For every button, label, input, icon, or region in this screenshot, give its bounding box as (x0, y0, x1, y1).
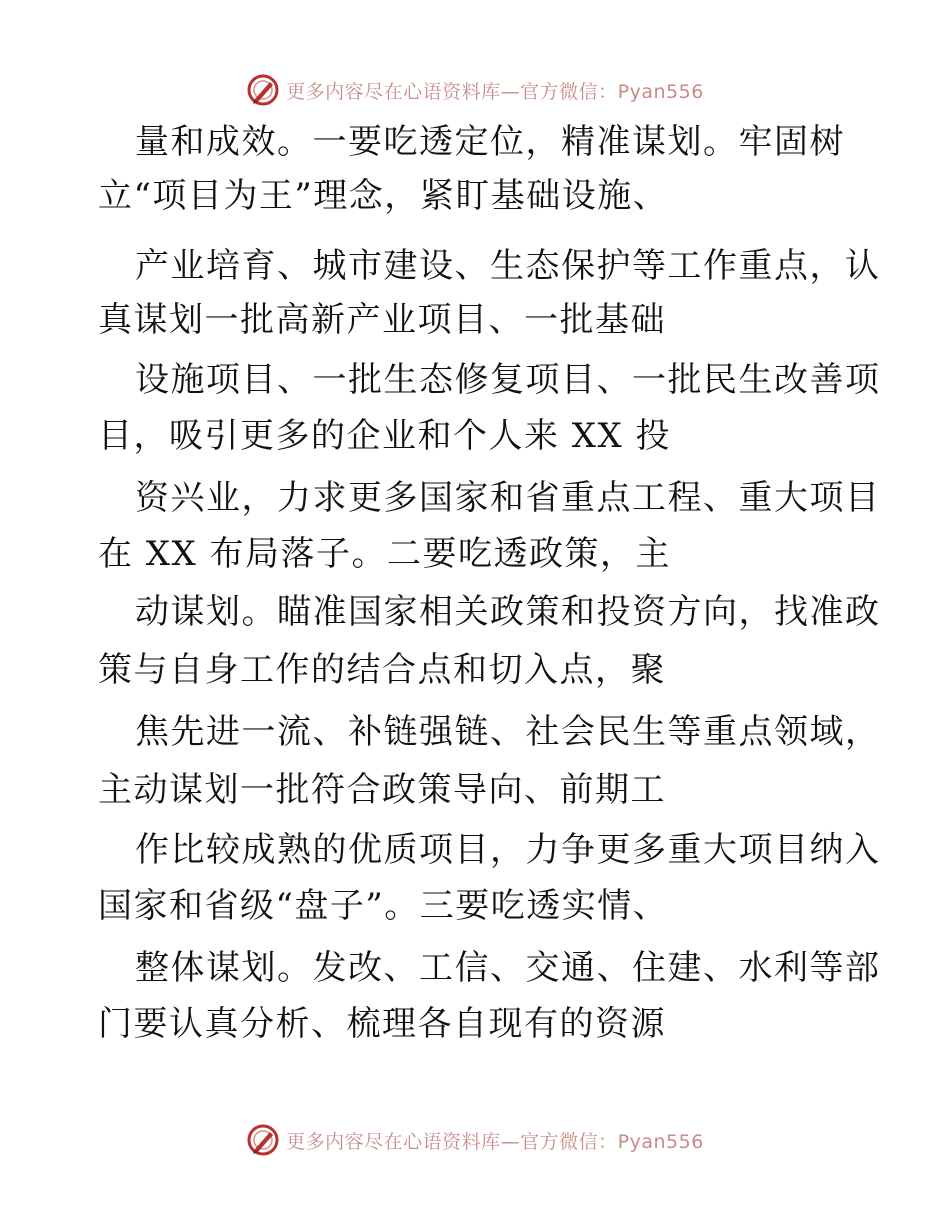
footer-watermark (0, 1120, 950, 1160)
text-line: 主动谋划一批符合政策导向、前期工 (98, 770, 666, 810)
text-line: 设施项目、一批生态修复项目、一批民生改善项 (135, 360, 881, 400)
header-watermark (0, 70, 950, 110)
text-line: 资兴业，力求更多国家和省重点工程、重大项目 (135, 478, 881, 518)
text-line: 动谋划。瞄准国家相关政策和投资方向，找准政 (135, 592, 881, 632)
text-line: 门要认真分析、梳理各自现有的资源 (98, 1004, 666, 1044)
text-line: 真谋划一批高新产业项目、一批基础 (98, 300, 666, 340)
text-line: 产业培育、城市建设、生态保护等工作重点，认 (135, 246, 881, 286)
text-line: 整体谋划。发改、工信、交通、住建、水利等部 (135, 948, 881, 988)
text-line: 国家和省级“盘子”。三要吃透实情、 (98, 886, 669, 926)
text-line: 目，吸引更多的企业和个人来 XX 投 (98, 416, 672, 456)
text-line: 焦先进一流、补链强链、社会民生等重点领域， (135, 712, 881, 752)
text-line: 作比较成熟的优质项目，力争更多重大项目纳入 (135, 830, 881, 870)
text-line: 量和成效。一要吃透定位，精准谋划。牢固树 (135, 122, 845, 162)
text-line: 策与自身工作的结合点和切入点，聚 (98, 650, 666, 690)
text-line: 在 XX 布局落子。二要吃透政策，主 (98, 534, 672, 574)
pen-logo-icon (246, 1123, 280, 1157)
watermark-text: 更多内容尽在心语资料库—官方微信：Pyan556 (286, 80, 704, 103)
watermark-text: 更多内容尽在心语资料库—官方微信：Pyan556 (286, 1130, 704, 1153)
text-line: 立“项目为王”理念，紧盯基础设施、 (98, 176, 669, 216)
pen-logo-icon (246, 73, 280, 107)
